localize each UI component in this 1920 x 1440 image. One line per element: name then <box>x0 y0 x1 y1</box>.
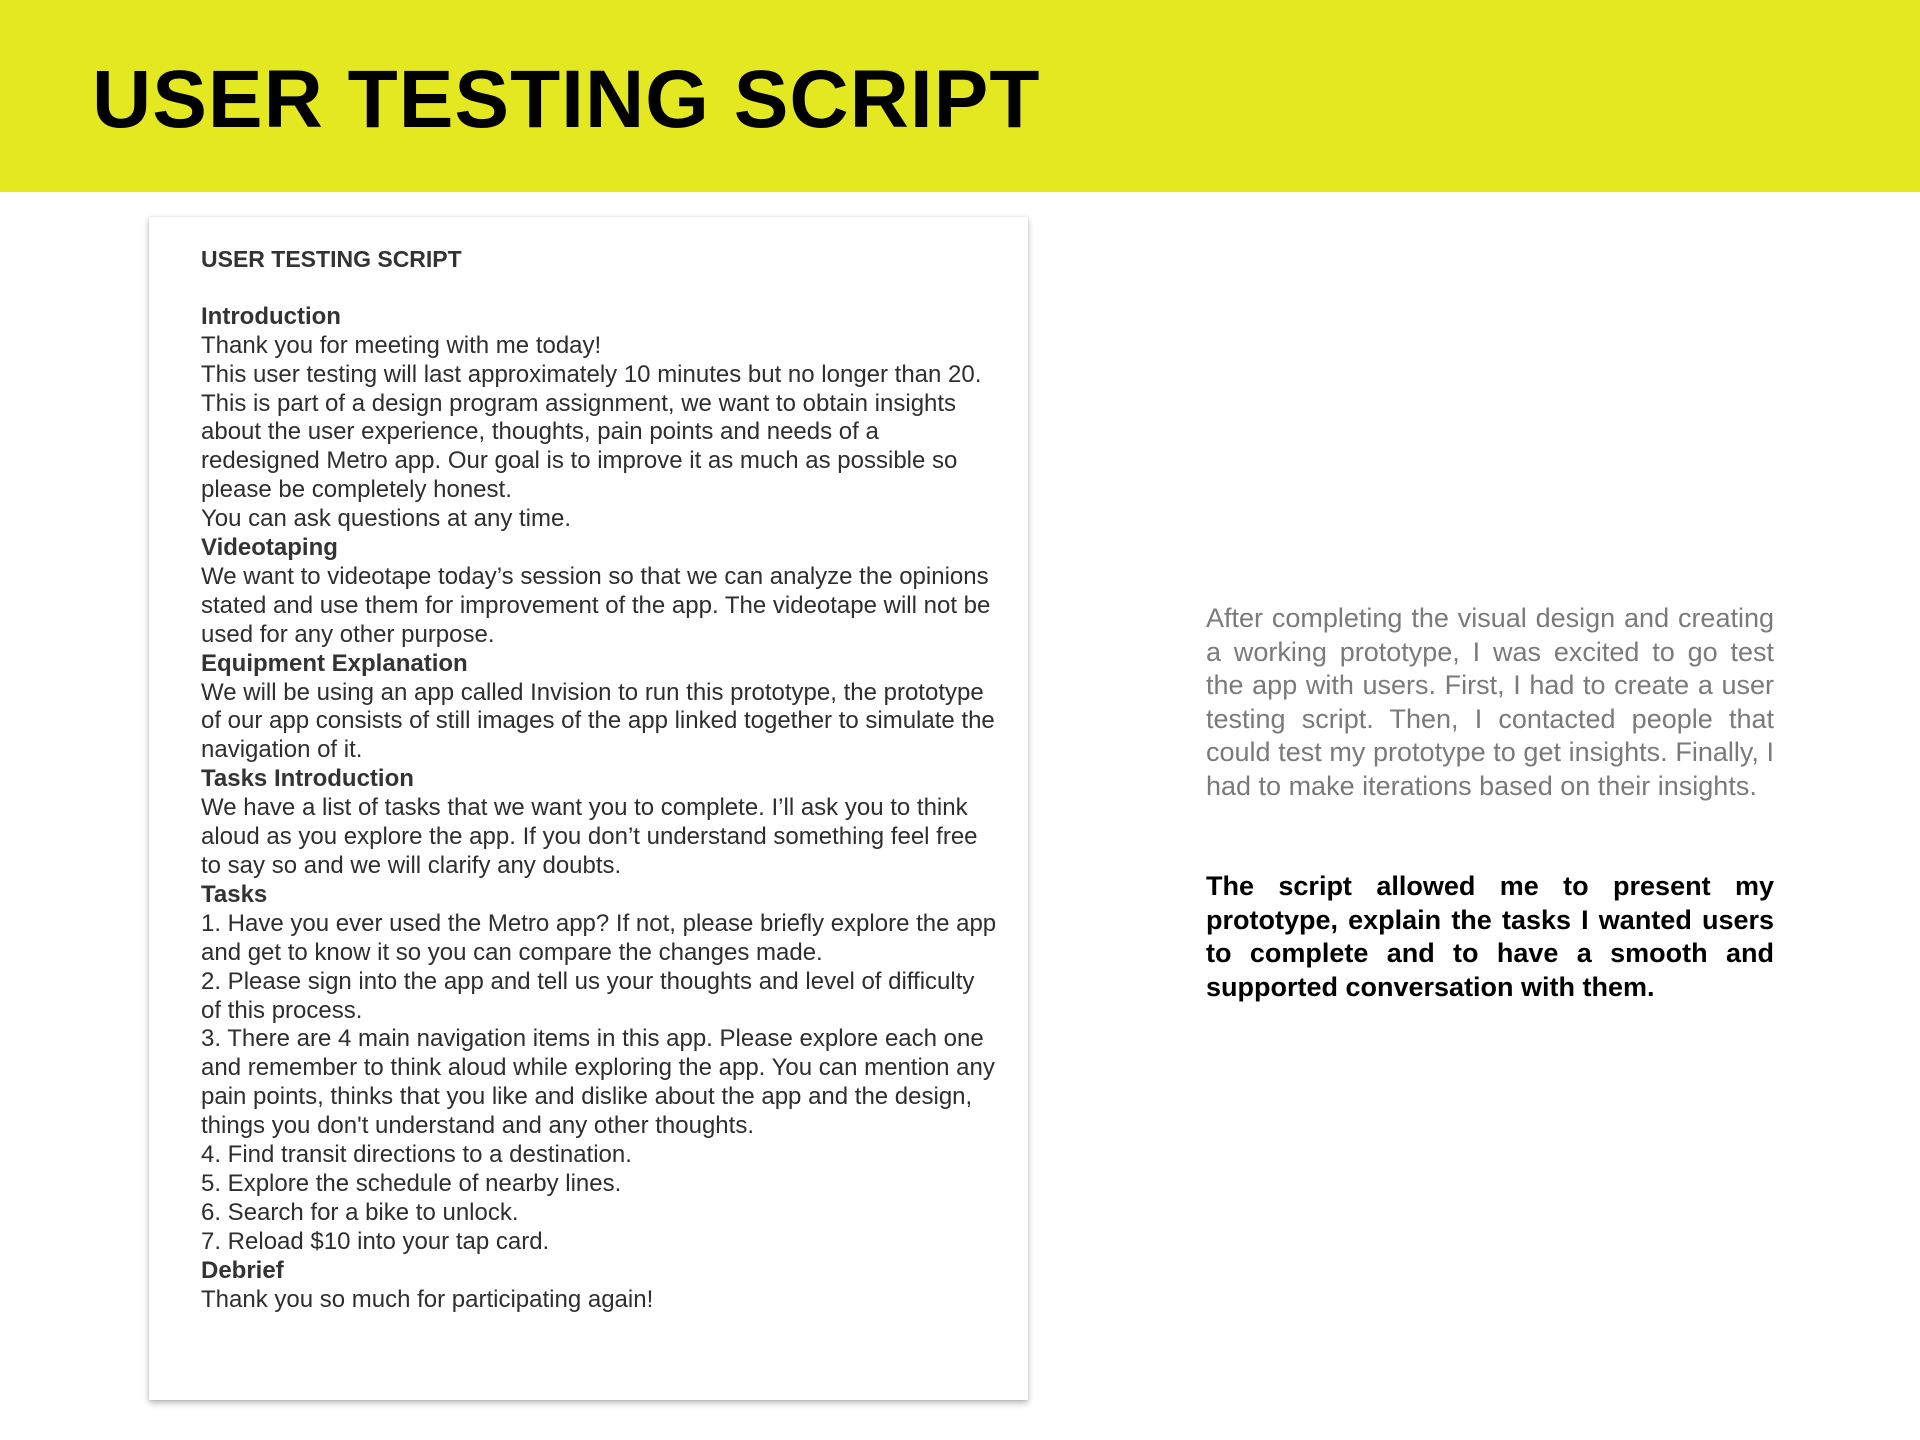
paragraph: We will be using an app called Invision to run this prototype, the prototype of our app consists of still images of the app linked together to simulate the navigation of it. <box>201 678 995 764</box>
section-heading: Introduction <box>201 302 341 330</box>
task-item: 3. There are 4 main navigation items in this app. Please explore each one and remember to think aloud while exploring the app. You can mention any pain points, thinks that you like and dislike about the app and the design, things you don't understand and any other thoughts. <box>201 1025 995 1140</box>
paragraph: This is part of a design program assignment, we want to obtain insights about the user experience, thoughts, pain points and needs of a redesigned Metro app. Our goal is to improve it as much as possible so please be completely honest. <box>201 389 958 504</box>
task-item: 7. Reload $10 into your tap card. <box>201 1227 550 1255</box>
section-videotaping <box>201 534 1001 650</box>
task-item: 4. Find transit directions to a destination. <box>201 1141 632 1169</box>
section-heading: Videotaping <box>201 534 338 562</box>
paragraph: Thank you for meeting with me today! <box>201 331 602 359</box>
section-tasks <box>201 881 1001 1257</box>
script-document <box>149 217 1028 1400</box>
section-introduction <box>201 303 1001 534</box>
document-body <box>201 245 1001 1315</box>
paragraph: You can ask questions at any time. <box>201 505 572 533</box>
paragraph: We want to videotape today’s session so that we can analyze the opinions stated and use them for improvement of the app. The videotape will not be used for any other purpose. <box>201 562 991 648</box>
paragraph: We have a list of tasks that we want you to complete. I’ll ask you to think aloud as you explore the app. If you don’t understand something feel free to say so and we will clarify any doubts. <box>201 794 978 880</box>
section-tasks-introduction <box>201 765 1001 881</box>
document-title: USER TESTING SCRIPT <box>201 246 462 272</box>
highlight-paragraph: The script allowed me to present my prototype, explain the tasks I wanted users to complete and to have a smooth and supported conversation with them. <box>1206 871 1774 1002</box>
section-heading: Tasks <box>201 880 268 908</box>
section-equipment-explanation <box>201 650 1001 766</box>
paragraph: Thank you so much for participating again! <box>201 1285 654 1313</box>
header-banner <box>0 0 1920 192</box>
task-item: 2. Please sign into the app and tell us your thoughts and level of difficulty of this process. <box>201 967 975 1024</box>
section-heading: Tasks Introduction <box>201 765 414 793</box>
task-item: 6. Search for a bike to unlock. <box>201 1198 519 1226</box>
description-paragraph: After completing the visual design and creating a working prototype, I was excited to go test the app with users. First, I had to create a user testing script. Then, I contacted people that could test my prototype to get insights. Finally, I had to make iterations based on their insights. <box>1206 603 1774 801</box>
task-item: 1. Have you ever used the Metro app? If not, please briefly explore the app and get to know it so you can compare the changes made. <box>201 909 997 966</box>
section-debrief <box>201 1257 1001 1315</box>
paragraph: This user testing will last approximately 10 minutes but no longer than 20. <box>201 360 982 388</box>
section-heading: Equipment Explanation <box>201 649 468 677</box>
task-item: 5. Explore the schedule of nearby lines. <box>201 1169 622 1197</box>
section-heading: Debrief <box>201 1256 284 1284</box>
page-title: USER TESTING SCRIPT <box>92 54 1041 145</box>
